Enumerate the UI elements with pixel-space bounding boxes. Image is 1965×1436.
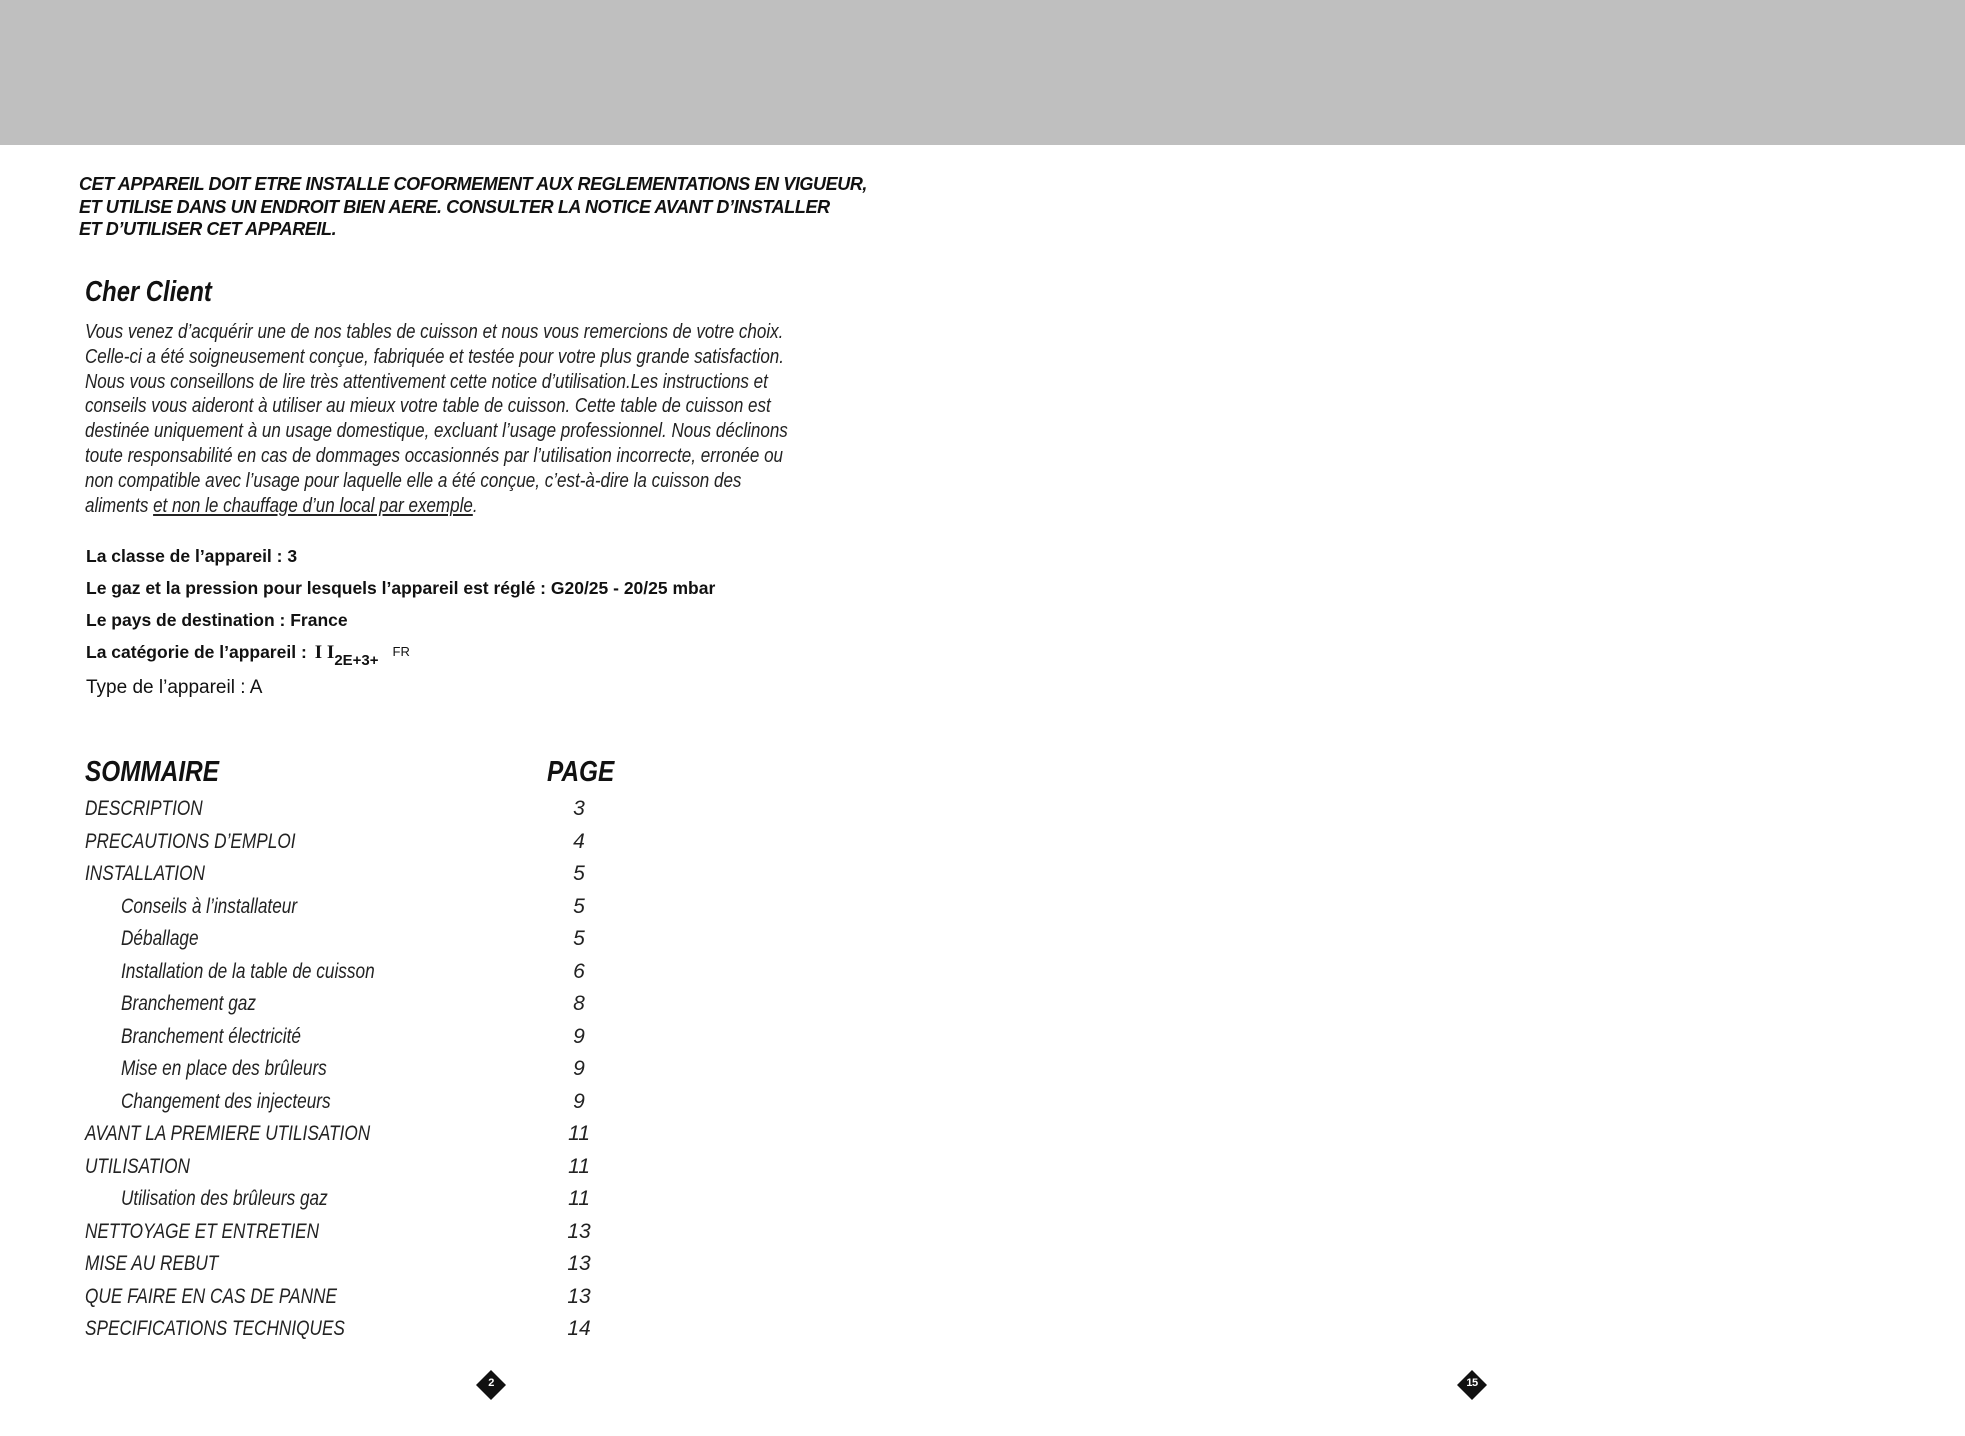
toc-entry-label: AVANT LA PREMIERE UTILISATION	[85, 1122, 371, 1145]
toc-entry-page: 4	[573, 829, 585, 853]
toc-entry-page: 14	[567, 1317, 591, 1340]
intro-line: destinée uniquement à un usage domestique, excluant l’usage professionnel. Nous déclinons	[85, 419, 788, 443]
toc-entry-page: 9	[573, 1057, 585, 1080]
toc-entry-page: 13	[567, 1284, 591, 1308]
toc-subentry-label: Déballage	[121, 927, 199, 950]
toc-entry-page: 13	[567, 1252, 591, 1275]
intro-last-end: .	[472, 493, 478, 517]
intro-line: Celle-ci a été soigneusement conçue, fabriquée et testée pour votre plus grande satisfaction.	[85, 344, 784, 368]
toc-entry-page: 5	[573, 894, 585, 918]
toc-entry-label: SPECIFICATIONS TECHNIQUES	[85, 1317, 345, 1340]
toc-entry-page: 11	[568, 1187, 590, 1210]
toc-entry-page: 13	[567, 1219, 591, 1243]
toc-subentry-label: Branchement gaz	[121, 992, 256, 1015]
toc-subentry-label: Mise en place des brûleurs	[121, 1057, 327, 1080]
spec-classe: La classe de l’appareil : 3	[86, 546, 298, 566]
page-number-left	[476, 1370, 506, 1400]
toc-entry-label: MISE AU REBUT	[85, 1252, 219, 1275]
toc-entry-label: UTILISATION	[85, 1154, 190, 1178]
warning-line: ET D’UTILISER CET APPAREIL.	[79, 219, 337, 239]
intro-last-start: aliments	[85, 493, 154, 517]
toc-subentry-label: Installation de la table de cuisson	[121, 959, 375, 983]
toc-page-header: PAGE	[547, 756, 615, 788]
toc-entry-page: 11	[568, 1154, 590, 1178]
greeting-heading: Cher Client	[85, 276, 212, 308]
page-number-right-text: 15	[1466, 1377, 1478, 1389]
spec-categorie-sub: 2E+3+	[334, 652, 379, 669]
toc-entry-page: 5	[573, 862, 585, 885]
toc-entry-label: PRECAUTIONS D’EMPLOI	[85, 829, 296, 853]
intro-line: Nous vous conseillons de lire très attentivement cette notice d’utilisation.Les instructions et	[85, 369, 768, 393]
toc-entry-page: 6	[573, 959, 585, 983]
toc-entry-page: 9	[573, 1024, 585, 1048]
toc-entry-page: 5	[573, 927, 585, 950]
intro-line: non compatible avec l’usage pour laquelle elle a été conçue, c’est-à-dire la cuisson des	[85, 468, 742, 492]
intro-line: toute responsabilité en cas de dommages occasionnés par l’utilisation incorrecte, erronée ou	[85, 443, 784, 467]
table-of-contents	[0, 0, 700, 1436]
toc-entry-page: 8	[573, 992, 585, 1015]
toc-entry-label: INSTALLATION	[85, 862, 205, 885]
toc-entry-page: 11	[568, 1122, 590, 1145]
warning-line: CET APPAREIL DOIT ETRE INSTALLE COFORMEMENT AUX REGLEMENTATIONS EN VIGUEUR,	[79, 174, 868, 194]
page-number-right	[1457, 1370, 1487, 1400]
spec-type: Type de l’appareil : A	[86, 677, 263, 698]
spec-gaz: Le gaz et la pression pour lesquels l’appareil est réglé : G20/25 - 20/25 mbar	[86, 578, 716, 598]
spec-categorie-code: I I	[314, 642, 335, 663]
page-number-left-text: 2	[488, 1377, 494, 1389]
toc-subentry-label: Changement des injecteurs	[121, 1089, 331, 1113]
spec-categorie-country: FR	[392, 644, 410, 659]
intro-line: Vous venez d’acquérir une de nos tables de cuisson et nous vous remercions de votre choix.	[85, 320, 784, 343]
spec-categorie-label: La catégorie de l’appareil :	[86, 642, 307, 662]
toc-entry-label: DESCRIPTION	[85, 797, 203, 820]
toc-subentry-label: Branchement électricité	[121, 1024, 301, 1048]
toc-subentry-label: Conseils à l’installateur	[121, 894, 298, 918]
toc-subentry-label: Utilisation des brûleurs gaz	[121, 1187, 328, 1210]
intro-underlined-phrase: et non le chauffage d’un local par exemple	[153, 493, 473, 517]
toc-entry-label: NETTOYAGE ET ENTRETIEN	[85, 1219, 320, 1243]
toc-title: SOMMAIRE	[85, 756, 219, 788]
spec-pays: Le pays de destination : France	[86, 610, 348, 630]
warning-line: ET UTILISE DANS UN ENDROIT BIEN AERE. CONSULTER LA NOTICE AVANT D’INSTALLER	[79, 196, 830, 217]
toc-entry-page: 9	[573, 1089, 585, 1113]
intro-line: conseils vous aideront à utiliser au mieux votre table de cuisson. Cette table de cuisson est	[85, 394, 771, 418]
toc-entry-label: QUE FAIRE EN CAS DE PANNE	[85, 1284, 337, 1308]
toc-entry-page: 3	[573, 797, 585, 820]
